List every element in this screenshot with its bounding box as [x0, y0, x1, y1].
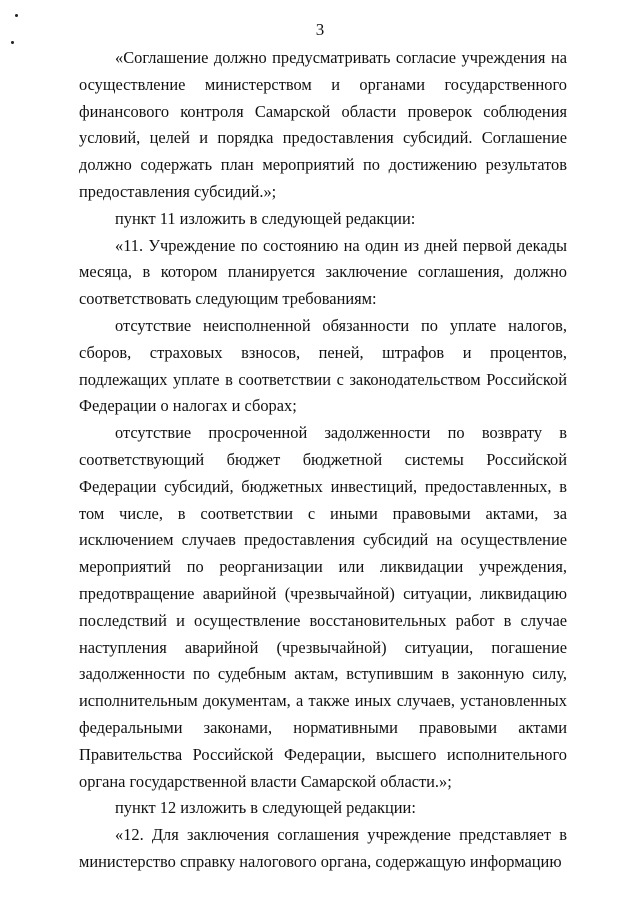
paragraph-item-12: «12. Для заключения соглашения учреждение представляет в министерство справку налогового органа, содержащую информацию [79, 825, 567, 871]
scan-dot [11, 41, 14, 44]
paragraph-agreement-conditions: «Соглашение должно предусматривать согласие учреждения на осуществление министерством и органами государственного финансового контроля Самарской области проверок соблюдения условий, целей и порядка предоставления субсидий. Соглашение должно содержать план мероприятий по достижению результатов предоставления субсидий.»; [79, 48, 567, 201]
page-number: 3 [315, 20, 325, 39]
paragraph-item-11: «11. Учреждение по состоянию на один из дней первой декады месяца, в котором планируется заключение соглашения, должно соответствовать следующим требованиям: [79, 235, 567, 309]
paragraph-no-tax-debt: отсутствие неисполненной обязанности по уплате налогов, сборов, страховых взносов, пеней, штрафов и процентов, подлежащих уплате в соответствии с законодательством Российской Федерации о налогах и сборах; [79, 315, 567, 416]
paragraph-item-12-intro: пункт 12 изложить в следующей редакции: [115, 798, 416, 818]
document-body [79, 45, 567, 876]
scan-dot [15, 14, 18, 17]
paragraph-item-11-intro: пункт 11 изложить в следующей редакции: [115, 208, 416, 228]
paragraph-no-overdue-debt: отсутствие просроченной задолженности по возврату в соответствующий бюджет бюджетной системы Российской Федерации субсидий, бюджетных инвестиций, предоставленных, в том числе, в соответствии с иными правовыми актами, за исключением случаев предоставления субсидий на осуществление мероприятий по реорганизации или ликвидации учреждения, предотвращение аварийной (чрезвычайной) ситуации, ликвидацию последствий и осуществление восстановительных работ в случае наступления аварийной (чрезвычайной) ситуации, погашение задолженности по судебным актам, вступившим в законную силу, исполнительным документам, а также иных случаев, установленных федеральными законами, нормативными правовыми актами Правительства Российской Федерации, высшего исполнительного органа государственной власти Самарской области.»; [79, 423, 567, 791]
